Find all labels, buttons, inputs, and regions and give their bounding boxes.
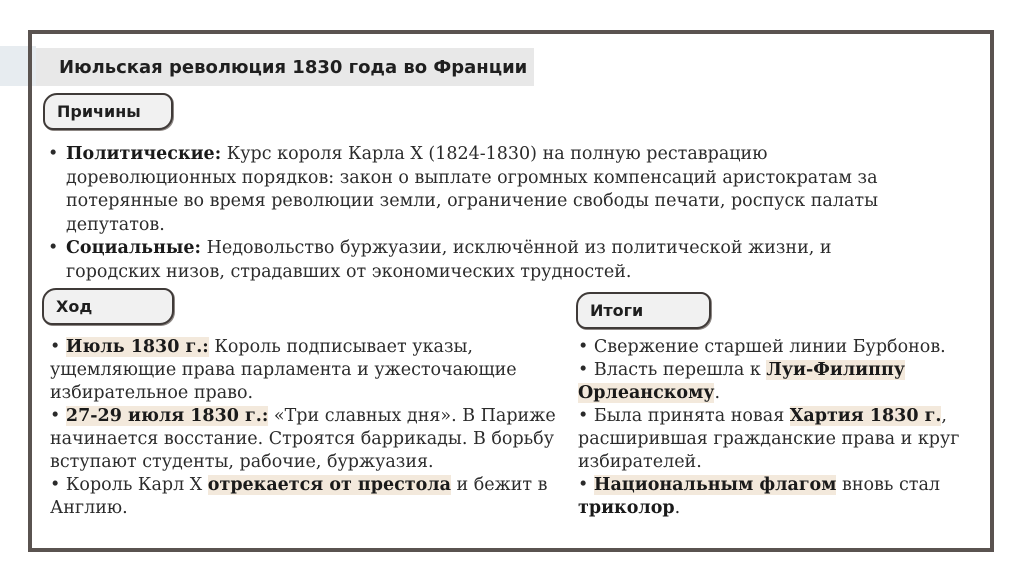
result-text: вновь стал — [836, 475, 941, 495]
highlight-text: триколор — [578, 498, 675, 518]
highlight-text: отрекается от престола — [207, 475, 451, 495]
tag-causes-label: Причины — [57, 102, 141, 121]
highlight-text: Хартия 1830 г. — [789, 406, 942, 426]
list-item — [50, 405, 560, 474]
date-label: Июль 1830 г.: — [65, 337, 209, 357]
result-text: . — [714, 383, 721, 403]
cause-label: Социальные: — [66, 238, 202, 258]
highlight-text: Луи-Филиппу Орлеанскому — [578, 360, 905, 403]
cause-text: Курс короля Карла X (1824-1830) на полную реставрацию дореволюционных порядков: закон о выплате огромных компенсаций аристократам за потерянные во время революции земли, ограничение свободы печати, роспуск палаты депутатов. — [66, 144, 879, 235]
list-item — [578, 359, 978, 405]
bullet: • — [578, 337, 589, 357]
cause-text: Недовольство буржуазии, исключённой из политической жизни, и городских низов, страдавших от экономических трудностей. — [66, 238, 832, 282]
results-list — [578, 336, 978, 520]
tag-course-label: Ход — [56, 297, 93, 316]
tag-causes — [43, 93, 173, 130]
result-text: Была принята новая — [588, 406, 790, 426]
list-item — [50, 336, 560, 405]
list-item — [50, 474, 560, 520]
list-item — [48, 237, 928, 284]
date-label: 27-29 июля 1830 г.: — [65, 406, 269, 426]
bullet: • — [50, 475, 61, 495]
bullet: • — [48, 144, 59, 164]
course-list — [50, 336, 560, 520]
cause-label: Политические: — [66, 144, 222, 164]
bullet: • — [578, 360, 589, 380]
list-item — [578, 405, 978, 474]
result-text: Свержение старшей линии Бурбонов. — [588, 337, 946, 357]
tag-results — [576, 292, 711, 329]
causes-list — [48, 143, 928, 284]
course-text: Король Карл X — [60, 475, 208, 495]
page-title: Июльская революция 1830 года во Франции — [59, 57, 528, 78]
bullet: • — [50, 337, 61, 357]
result-text: , расширившая гражданские права и круг избирателей. — [578, 406, 960, 472]
list-item — [578, 336, 978, 359]
list-item — [48, 143, 928, 237]
list-item — [578, 474, 978, 520]
tag-results-label: Итоги — [590, 301, 644, 320]
course-text: и бежит в Англию. — [50, 475, 548, 518]
bullet: • — [578, 406, 589, 426]
result-text: . — [674, 498, 681, 518]
result-text: Власть перешла к — [588, 360, 767, 380]
tag-course — [42, 288, 174, 325]
bullet: • — [50, 406, 61, 426]
course-text: «Три славных дня». В Париже начинается восстание. Строятся баррикады. В борьбу вступают студенты, рабочие, буржуазия. — [50, 406, 556, 472]
bullet: • — [578, 475, 589, 495]
highlight-text: Национальным флагом — [593, 475, 837, 495]
bullet: • — [48, 238, 59, 258]
course-text: Король подписывает указы, ущемляющие права парламента и ужесточающие избирательное право. — [50, 337, 517, 403]
